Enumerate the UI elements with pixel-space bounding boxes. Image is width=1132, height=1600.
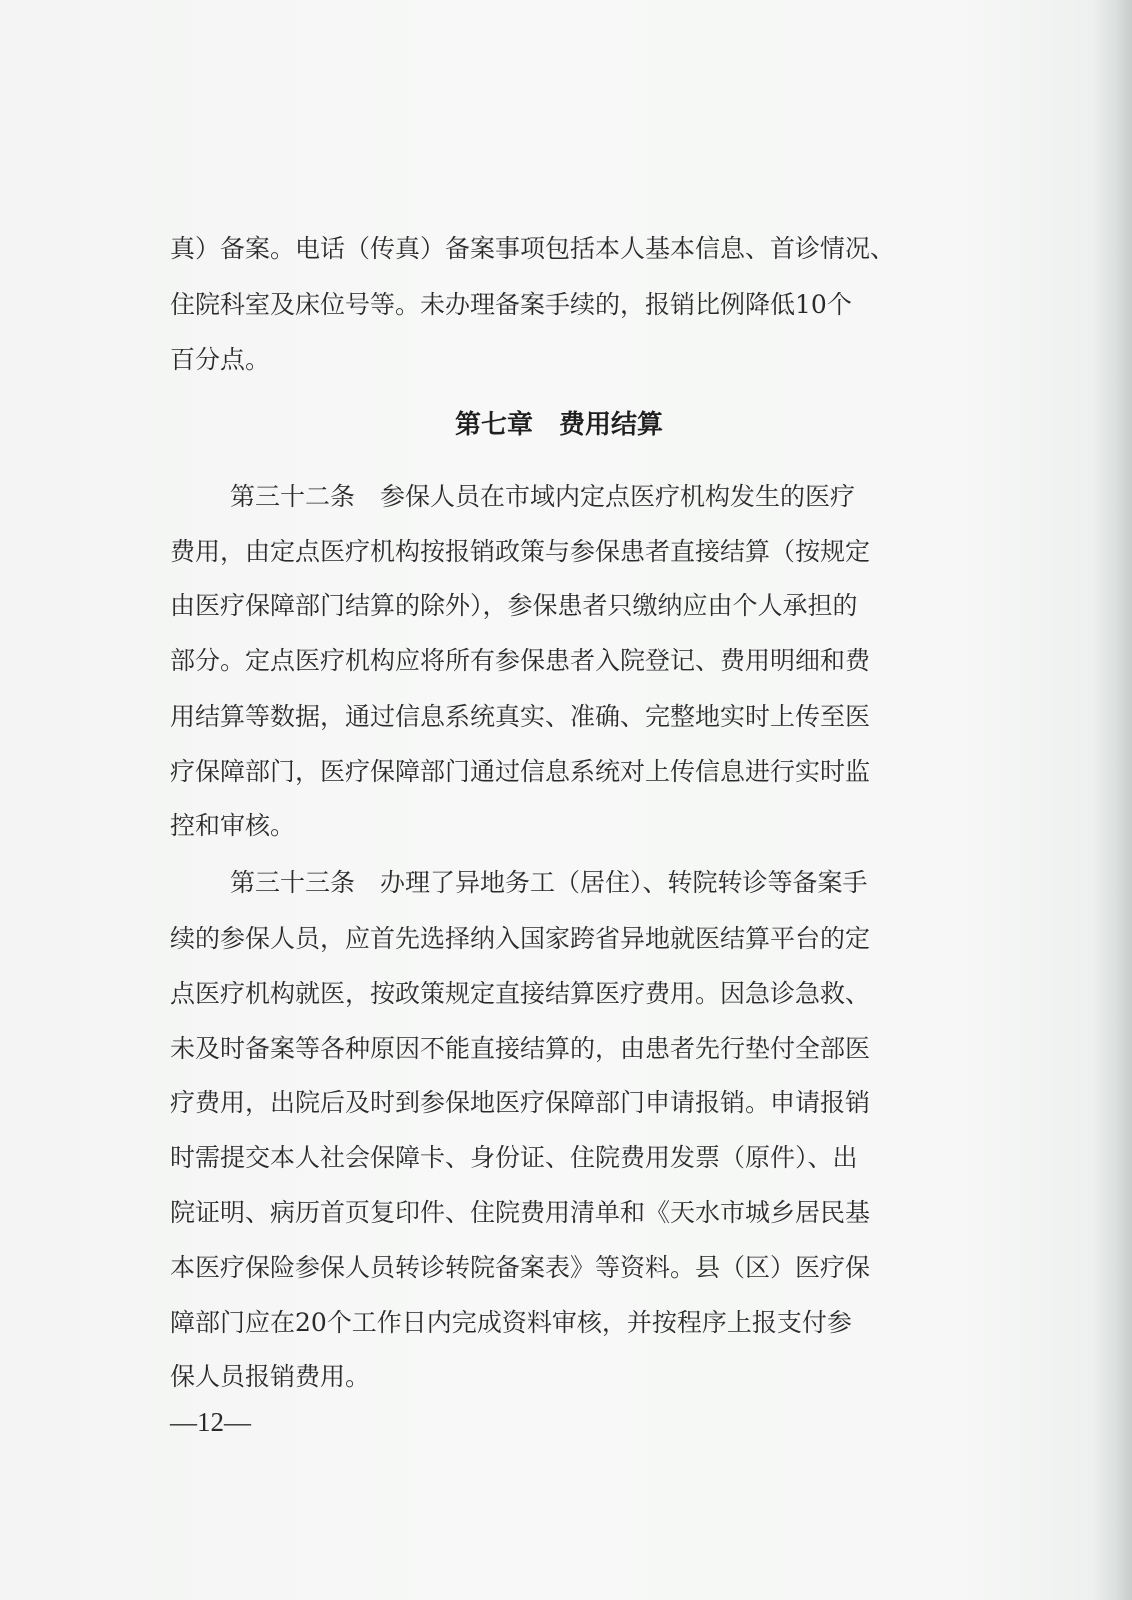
text-line: 本医疗保险参保人员转诊转院备案表》等资料。县（区）医疗保 (170, 1253, 871, 1282)
text-line: 保人员报销费用。 (170, 1362, 371, 1391)
text-line: 住院科室及床位号等。未办理备案手续的，报销比例降低10个 (170, 290, 852, 319)
text-line: 费用，由定点医疗机构按报销政策与参保患者直接结算（按规定 (170, 537, 871, 566)
chapter-heading: 第七章 费用结算 (455, 410, 664, 440)
text-line: 真）备案。电话（传真）备案事项包括本人基本信息、首诊情况、 (170, 234, 896, 263)
text-line: 百分点。 (170, 345, 271, 374)
text-line: 障部门应在20个工作日内完成资料审核，并按程序上报支付参 (170, 1308, 852, 1337)
text-line: 疗保障部门，医疗保障部门通过信息系统对上传信息进行实时监 (170, 757, 871, 786)
article-first-line: 第三十三条 办理了异地务工（居住）、转院转诊等备案手 (230, 868, 868, 897)
text-line: 用结算等数据，通过信息系统真实、准确、完整地实时上传至医 (170, 702, 871, 731)
page-number: —12— (170, 1407, 251, 1437)
text-line: 部分。定点医疗机构应将所有参保患者入院登记、费用明细和费 (170, 646, 871, 675)
text-line: 续的参保人员，应首先选择纳入国家跨省异地就医结算平台的定 (170, 924, 871, 953)
text-line: 时需提交本人社会保障卡、身份证、住院费用发票（原件）、出 (170, 1143, 858, 1172)
text-line: 疗费用，出院后及时到参保地医疗保障部门申请报销。申请报销 (170, 1088, 871, 1117)
text-line: 控和审核。 (170, 811, 296, 840)
article-first-line: 第三十二条 参保人员在市域内定点医疗机构发生的医疗 (230, 482, 856, 511)
text-line: 点医疗机构就医，按政策规定直接结算医疗费用。因急诊急救、 (170, 979, 871, 1008)
page-edge-shadow (1092, 0, 1132, 1600)
text-line: 未及时备案等各种原因不能直接结算的，由患者先行垫付全部医 (170, 1034, 871, 1063)
text-line: 由医疗保障部门结算的除外），参保患者只缴纳应由个人承担的 (170, 591, 858, 620)
text-line: 院证明、病历首页复印件、住院费用清单和《天水市城乡居民基 (170, 1198, 871, 1227)
